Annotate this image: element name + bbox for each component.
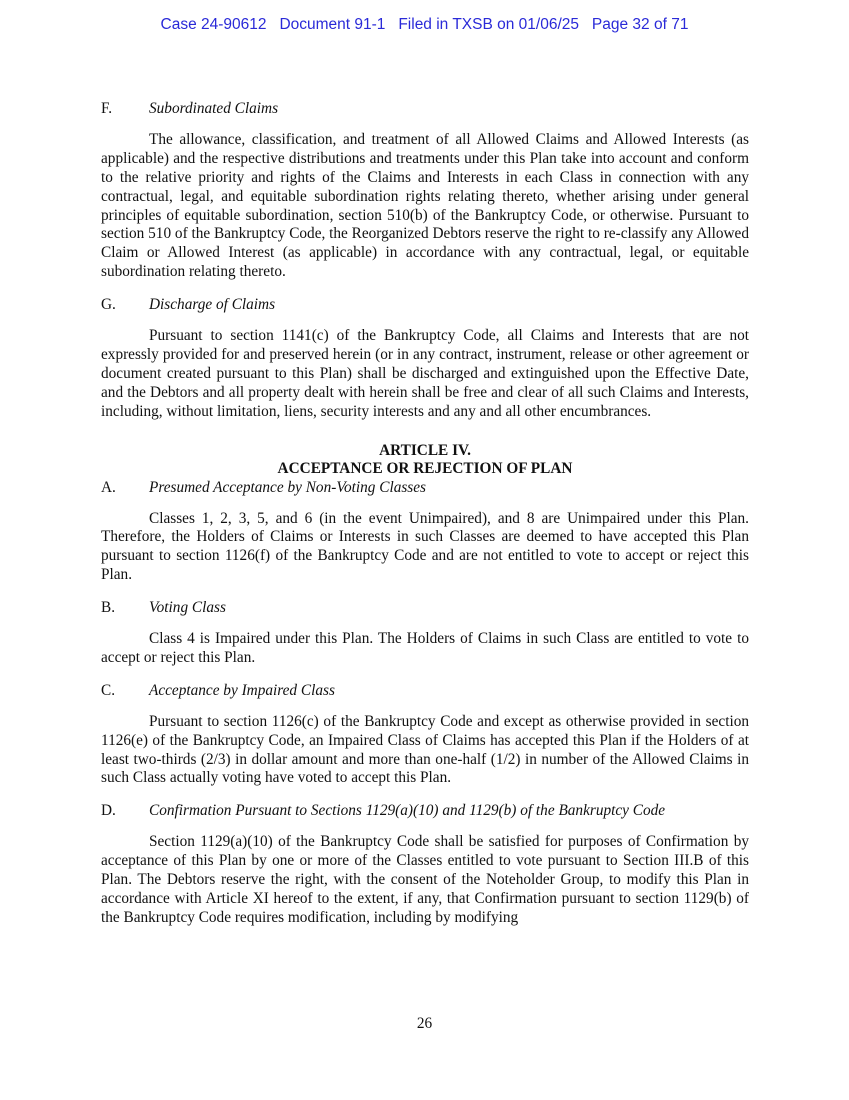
document-body bbox=[101, 100, 749, 942]
section-paragraph-f: The allowance, classification, and treatment of all Allowed Claims and Allowed Interests (as applicable) and the respective distributions and treatments under this Plan take into account and conform to the relative priority and rights of the Claims and Interests in each Class in connection with any contractual, legal, and equitable subordination rights relating thereto, whether arising under general principles of equitable subordination, section 510(b) of the Bankruptcy Code, or otherwise. Pursuant to section 510 of the Bankruptcy Code, the Reorganized Debtors reserve the right to re-classify any Allowed Claim or Allowed Interest (as applicable) in accordance with any contractual, legal, or equitable subordination relating thereto. bbox=[101, 130, 749, 281]
section-title: Discharge of Claims bbox=[149, 296, 276, 314]
section-title: Subordinated Claims bbox=[149, 100, 279, 117]
section-heading-c bbox=[101, 682, 749, 701]
section-paragraph-a: Classes 1, 2, 3, 5, and 6 (in the event Unimpaired), and 8 are Unimpaired under this Plan. Therefore, the Holders of Claims or Interests in such Classes are deemed to have accepted this Plan pursuant to section 1126(f) of the Bankruptcy Code and are not entitled to vote to accept or reject this Plan. bbox=[101, 509, 749, 584]
page-number: 26 bbox=[416, 1015, 433, 1032]
section-heading-d bbox=[101, 802, 749, 821]
section-title: Presumed Acceptance by Non-Voting Classes bbox=[149, 478, 426, 496]
section-paragraph-b: Class 4 is Impaired under this Plan. The Holders of Claims in such Class are entitled to vote to accept or reject this Plan. bbox=[101, 630, 749, 666]
section-heading-a bbox=[101, 479, 749, 498]
section-letter: B. bbox=[101, 599, 116, 617]
section-letter: A. bbox=[101, 478, 116, 496]
section-title: Acceptance by Impaired Class bbox=[149, 681, 335, 699]
article-title: ACCEPTANCE OR REJECTION OF PLAN bbox=[277, 460, 573, 478]
section-letter: C. bbox=[101, 681, 116, 699]
section-letter: F. bbox=[101, 100, 113, 117]
section-letter: D. bbox=[101, 802, 116, 820]
section-paragraph-d: Section 1129(a)(10) of the Bankruptcy Code shall be satisfied for purposes of Confirmation by acceptance of this Plan by one or more of the Classes entitled to vote pursuant to Section III.B of this Plan. The Debtors reserve the right, with the consent of the Noteholder Group, to modify this Plan in accordance with Article XI hereof to the extent, if any, that Confirmation pursuant to section 1129(b) of the Bankruptcy Code requires modification, including by modifying bbox=[101, 833, 749, 926]
section-letter: G. bbox=[101, 296, 116, 314]
section-paragraph-c: Pursuant to section 1126(c) of the Bankruptcy Code and except as otherwise provided in section 1126(e) of the Bankruptcy Code, an Impaired Class of Claims has accepted this Plan if the Holders of at least two-thirds (2/3) in dollar amount and more than one-half (1/2) in number of the Allowed Claims in such Class actually voting have voted to accept this Plan. bbox=[101, 712, 749, 787]
section-heading-f bbox=[101, 100, 749, 119]
article-heading bbox=[101, 442, 749, 479]
section-heading-g bbox=[101, 296, 749, 315]
section-title: Confirmation Pursuant to Sections 1129(a)(10) and 1129(b) of the Bankruptcy Code bbox=[149, 802, 666, 820]
section-heading-b bbox=[101, 599, 749, 618]
section-title: Voting Class bbox=[149, 599, 226, 617]
section-paragraph-g: Pursuant to section 1141(c) of the Bankruptcy Code, all Claims and Interests that are not expressly provided for and preserved herein (or in any contract, instrument, release or other agreement or document created pursuant to this Plan) shall be discharged and extinguished upon the Effective Date, and the Debtors and all property dealt with herein shall be free and clear of all such Claims and Interests, including, without limitation, liens, security interests and any and all other encumbrances. bbox=[101, 327, 749, 420]
article-number: ARTICLE IV. bbox=[379, 441, 471, 459]
court-filing-stamp: Case 24-90612 Document 91-1 Filed in TXSB on 01/06/25 Page 32 of 71 bbox=[160, 16, 689, 33]
